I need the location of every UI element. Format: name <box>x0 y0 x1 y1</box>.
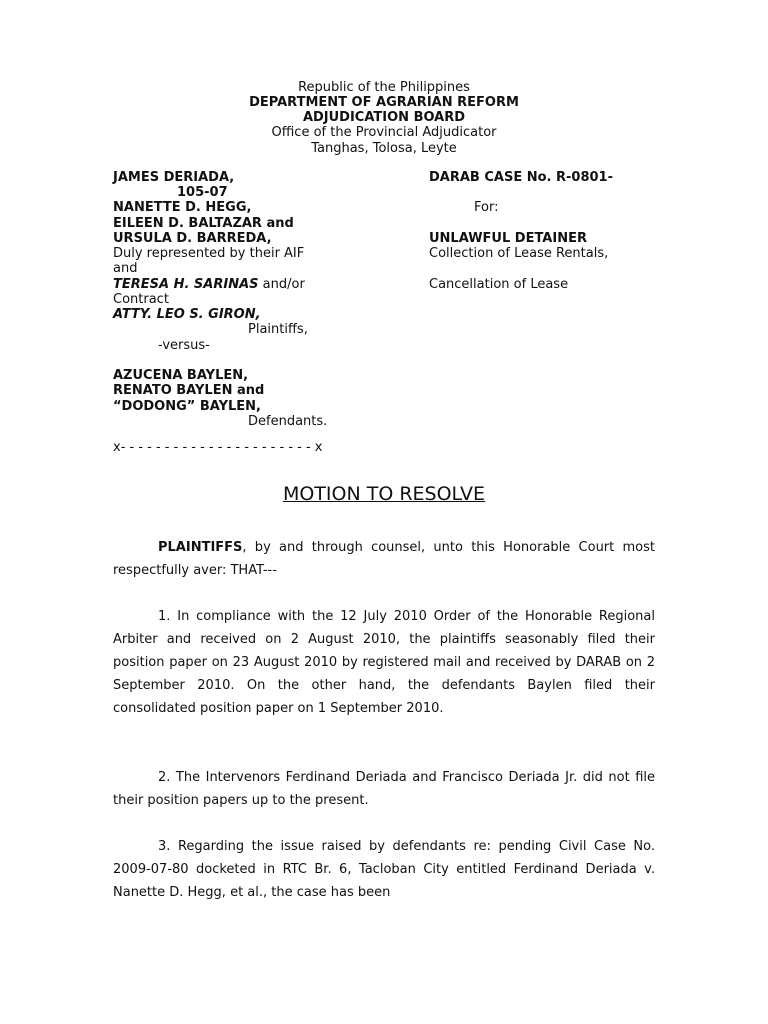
header-republic: Republic of the Philippines <box>298 80 470 95</box>
nature-collection: Collection of Lease Rentals, <box>429 246 609 261</box>
caption-separator: x- - - - - - - - - - - - - - - - - - - - - - x <box>113 440 323 455</box>
plaintiff-ursula: URSULA D. BARREDA, <box>113 231 272 246</box>
represented-by: Duly represented by their AIF <box>113 246 305 261</box>
paragraph-3: 3. Regarding the issue raised by defendants re: pending Civil Case No. 2009-07-80 docketed in RTC Br. 6, Tacloban City entitled Ferdinand Deriada v. Nanette D. Hegg, et al., the case has been <box>113 839 655 900</box>
plaintiff-nanette: NANETTE D. HEGG, <box>113 200 252 215</box>
contract-line: Contract <box>113 292 169 307</box>
aif-name: TERESA H. SARINAS <box>113 277 259 292</box>
nature-unlawful-detainer: UNLAWFUL DETAINER <box>429 231 587 246</box>
paragraph-1: 1. In compliance with the 12 July 2010 Order of the Honorable Regional Arbiter and received on 2 August 2010, the plaintiffs seasonably filed their position paper on 23 August 2010 by registered mail and received by DARAB on 2 September 2010. On the other hand, the defendants Baylen filed their consolidated position paper on 1 September 2010. <box>113 609 655 716</box>
header-office: Office of the Provincial Adjudicator <box>271 125 497 140</box>
defendants-label: Defendants. <box>248 414 328 429</box>
plaintiff-eileen: EILEEN D. BALTAZAR and <box>113 216 294 231</box>
intro-plaintiffs: PLAINTIFFS <box>158 540 243 555</box>
versus-label: -versus- <box>158 338 210 353</box>
paragraph-2: 2. The Intervenors Ferdinand Deriada and Francisco Deriada Jr. did not file their position papers up to the present. <box>113 770 655 808</box>
intro-text: , by and through counsel, unto this Honorable Court most respectfully aver: THAT--- <box>113 540 655 578</box>
aif-andor: and/or <box>258 277 305 292</box>
plaintiffs-label: Plaintiffs, <box>248 322 308 337</box>
defendant-dodong: “DODONG” BAYLEN, <box>113 399 261 414</box>
defendant-azucena: AZUCENA BAYLEN, <box>113 368 249 383</box>
and-line: and <box>113 261 138 276</box>
counsel-name: ATTY. LEO S. GIRON, <box>113 307 261 322</box>
document-title: MOTION TO RESOLVE <box>282 483 486 505</box>
plaintiff-james: JAMES DERIADA, <box>113 170 235 185</box>
nature-cancellation: Cancellation of Lease <box>429 277 569 292</box>
header-address: Tanghas, Tolosa, Leyte <box>311 141 457 156</box>
defendant-renato: RENATO BAYLEN and <box>113 383 265 398</box>
case-number: DARAB CASE No. R-0801- <box>429 170 613 185</box>
case-fragment: 105-07 <box>177 185 228 200</box>
header-board: ADJUDICATION BOARD <box>302 110 466 125</box>
for-label: For: <box>474 200 499 215</box>
header-department: DEPARTMENT OF AGRARIAN REFORM <box>249 95 519 110</box>
aif-line <box>113 277 305 292</box>
intro-paragraph <box>113 536 655 582</box>
